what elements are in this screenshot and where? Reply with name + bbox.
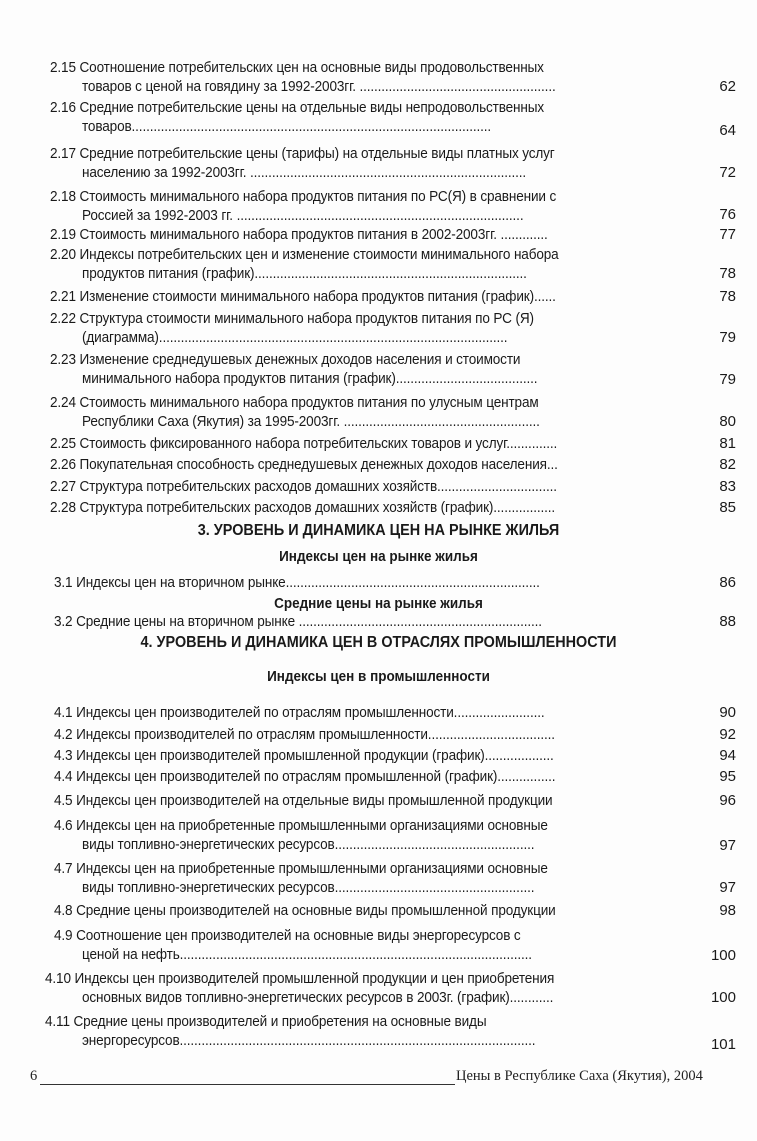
toc-page-number: 76 — [719, 206, 736, 223]
toc-entry-line — [54, 817, 548, 835]
toc-entry-number: 4.2 — [54, 727, 77, 743]
toc-entry-title: Средние цены производителей на основные виды промышленной продукции — [76, 903, 556, 919]
toc-entry-line: населению за 1992-2003гг. ............................................................................ — [82, 165, 527, 181]
toc-entry-number: 2.22 — [50, 311, 80, 327]
toc-entry-title: Средние потребительские цены (тарифы) на отдельные виды платных услуг — [79, 146, 555, 162]
toc-page-number: 94 — [719, 747, 736, 764]
toc-entry-line: минимального набора продуктов питания (график)....................................... — [82, 371, 538, 387]
toc-entry-title: Индексы цен на приобретенные промышленными организациями основные — [76, 818, 548, 834]
toc-page-number: 62 — [719, 78, 736, 95]
section-heading-3: 3. УРОВЕНЬ И ДИНАМИКА ЦЕН НА РЫНКЕ ЖИЛЬЯ — [197, 522, 560, 539]
toc-entry-number: 2.16 — [50, 100, 80, 116]
toc-entry-title: Индексы цен производителей на отдельные виды промышленной продукции — [76, 793, 553, 809]
toc-entry-title: Средние потребительские цены на отдельные виды непродовольственных — [79, 100, 545, 116]
toc-entry-number: 3.2 — [54, 614, 77, 630]
toc-entry-line — [50, 499, 555, 517]
toc-entry-number: 4.6 — [54, 818, 77, 834]
toc-entry-line — [54, 768, 555, 786]
toc-entry-number: 3.1 — [54, 575, 77, 591]
toc-entry-title: Индексы цен производителей по отраслям промышленности......................... — [76, 705, 545, 721]
toc-entry-number: 2.24 — [50, 395, 80, 411]
toc-entry-line: энергоресурсов.................................................................................................. — [82, 1033, 536, 1049]
toc-entry-number: 4.11 — [45, 1014, 74, 1030]
toc-entry-number: 2.23 — [50, 352, 80, 368]
toc-entry-title: Индексы цен на вторичном рынке...................................................................... — [76, 575, 540, 591]
toc-page-number: 79 — [719, 329, 736, 346]
toc-entry-number: 2.25 — [50, 436, 80, 452]
toc-entry-line — [50, 188, 556, 206]
toc-entry-number: 4.3 — [54, 748, 77, 764]
toc-entry-line: Республики Саха (Якутия) за 1995-2003гг. ...................................................... — [82, 414, 540, 430]
toc-entry-title: Средние цены производителей и приобретения на основные виды — [73, 1014, 487, 1030]
subsection-heading: Индексы цен в промышленности — [267, 669, 490, 685]
toc-entry-line — [50, 59, 544, 77]
section-heading-4: 4. УРОВЕНЬ И ДИНАМИКА ЦЕН В ОТРАСЛЯХ ПРОМЫШЛЕННОСТИ — [140, 634, 617, 651]
toc-entry-title: Изменение стоимости минимального набора продуктов питания (график)...... — [79, 289, 556, 305]
toc-entry-line — [50, 246, 559, 264]
toc-entry-line — [54, 792, 552, 810]
toc-entry-line — [54, 927, 521, 945]
toc-entry-line — [50, 99, 544, 117]
toc-page-number: 80 — [719, 413, 736, 430]
toc-entry-number: 2.15 — [50, 60, 80, 76]
toc-page-number: 81 — [719, 435, 736, 452]
toc-entry-title: Индексы цен производителей промышленной продукции и цен приобретения — [74, 971, 555, 987]
toc-entry-title: Структура потребительских расходов домашних хозяйств (график)................. — [79, 500, 556, 516]
toc-entry-number: 2.21 — [50, 289, 80, 305]
toc-entry-line — [50, 145, 555, 163]
toc-entry-line: ценой на нефть................................................................................................. — [82, 947, 532, 963]
toc-page-number: 98 — [719, 902, 736, 919]
toc-page-number: 95 — [719, 768, 736, 785]
toc-entry-line — [54, 574, 540, 592]
toc-entry-number: 4.9 — [54, 928, 77, 944]
toc-entry-number: 4.5 — [54, 793, 77, 809]
toc-entry-title: Структура стоимости минимального набора продуктов питания по РС (Я) — [79, 311, 534, 327]
toc-entry-line — [54, 860, 548, 878]
toc-entry-line — [50, 226, 548, 244]
toc-entry-line — [54, 747, 554, 765]
toc-entry-line — [45, 1013, 486, 1031]
toc-entry-line — [50, 288, 556, 306]
toc-page-number: 72 — [719, 164, 736, 181]
toc-page-number: 82 — [719, 456, 736, 473]
toc-entry-line: основных видов топливно-энергетических ресурсов в 2003г. (график)............ — [82, 990, 554, 1006]
toc-entry-title: Стоимость минимального набора продуктов питания в 2002-2003гг. ............. — [79, 227, 548, 243]
toc-entry-line — [54, 726, 555, 744]
publication-title: Цены в Республике Саха (Якутия), 2004 — [456, 1068, 703, 1084]
toc-entry-title: Стоимость минимального набора продуктов питания по РС(Я) в сравнении с — [79, 189, 557, 205]
toc-page-number: 83 — [719, 478, 736, 495]
toc-entry-number: 4.7 — [54, 861, 77, 877]
toc-page-number: 64 — [719, 122, 736, 139]
toc-entry-line: Россией за 1992-2003 гг. ............................................................................... — [82, 208, 524, 224]
toc-entry-title: Индексы цен производителей по отраслям промышленной (график)................ — [76, 769, 556, 785]
toc-page-number: 85 — [719, 499, 736, 516]
toc-page-number: 78 — [719, 265, 736, 282]
toc-entry-number: 2.27 — [50, 479, 80, 495]
toc-entry-line — [54, 613, 542, 631]
toc-entry-line — [54, 902, 556, 920]
toc-entry-title: Стоимость минимального набора продуктов питания по улусным центрам — [79, 395, 539, 411]
toc-entry-line — [50, 435, 557, 453]
toc-page-number: 100 — [710, 947, 736, 964]
toc-entry-line: товаров................................................................................................... — [82, 119, 492, 135]
subsection-heading: Средние цены на рынке жилья — [274, 596, 483, 612]
page-number: 6 — [30, 1068, 38, 1084]
toc-page-number: 97 — [719, 837, 736, 854]
toc-entry-number: 2.17 — [50, 146, 80, 162]
toc-entry-line — [45, 970, 554, 988]
toc-entry-title: Индексы производителей по отраслям промышленности................................... — [76, 727, 555, 743]
toc-entry-line — [50, 310, 534, 328]
toc-entry-number: 2.28 — [50, 500, 80, 516]
toc-entry-title: Индексы цен производителей промышленной продукции (график)................... — [76, 748, 554, 764]
toc-page-number: 96 — [719, 792, 736, 809]
toc-entry-line — [50, 394, 539, 412]
toc-entry-line: виды топливно-энергетических ресурсов....................................................... — [82, 837, 535, 853]
toc-page-number: 90 — [719, 704, 736, 721]
toc-entry-line: товаров с ценой на говядину за 1992-2003гг. ...................................................... — [82, 79, 556, 95]
toc-page-number: 92 — [719, 726, 736, 743]
toc-page-number: 88 — [719, 613, 736, 630]
toc-entry-line — [50, 351, 520, 369]
toc-entry-line: (диаграмма)................................................................................................ — [82, 330, 508, 346]
toc-entry-number: 4.4 — [54, 769, 77, 785]
toc-entry-title: Соотношение цен производителей на основные виды энергоресурсов с — [76, 928, 521, 944]
toc-entry-line — [54, 704, 544, 722]
toc-page-number: 86 — [719, 574, 736, 591]
toc-page-number: 100 — [710, 989, 736, 1006]
toc-entry-number: 2.20 — [50, 247, 80, 263]
toc-entry-line — [50, 456, 558, 474]
toc-entry-title: Покупательная способность среднедушевых денежных доходов населения... — [79, 457, 558, 473]
toc-entry-title: Индексы цен на приобретенные промышленными организациями основные — [76, 861, 548, 877]
toc-entry-number: 4.1 — [54, 705, 77, 721]
toc-entry-title: Индексы потребительских цен и изменение стоимости минимального набора — [79, 247, 559, 263]
toc-entry-line: продуктов питания (график)........................................................................... — [82, 266, 527, 282]
toc-entry-number: 4.10 — [45, 971, 75, 987]
toc-entry-number: 4.8 — [54, 903, 77, 919]
toc-entry-title: Структура потребительских расходов домашних хозяйств................................. — [79, 479, 557, 495]
toc-entry-title: Стоимость фиксированного набора потребительских товаров и услуг.............. — [79, 436, 558, 452]
toc-page-number: 78 — [719, 288, 736, 305]
toc-entry-number: 2.18 — [50, 189, 80, 205]
toc-page-number: 97 — [719, 879, 736, 896]
footer-rule — [40, 1084, 455, 1085]
toc-entry-title: Изменение среднедушевых денежных доходов населения и стоимости — [79, 352, 521, 368]
toc-page-number: 101 — [710, 1036, 736, 1053]
toc-entry-title: Соотношение потребительских цен на основные виды продовольственных — [79, 60, 544, 76]
subsection-heading: Индексы цен на рынке жилья — [279, 549, 478, 565]
toc-page-number: 79 — [719, 371, 736, 388]
toc-entry-line — [50, 478, 557, 496]
toc-entry-number: 2.19 — [50, 227, 80, 243]
toc-page-number: 77 — [719, 226, 736, 243]
toc-entry-line: виды топливно-энергетических ресурсов....................................................... — [82, 880, 535, 896]
toc-entry-title: Средние цены на вторичном рынке ................................................................... — [76, 614, 542, 630]
toc-entry-number: 2.26 — [50, 457, 80, 473]
